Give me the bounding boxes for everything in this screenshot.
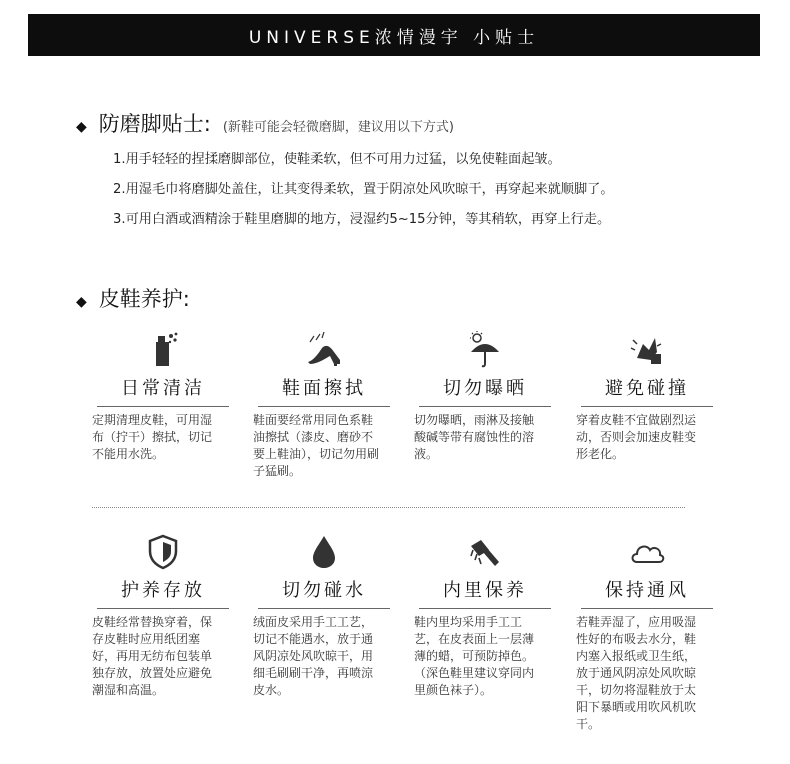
care-card-storage bbox=[88, 532, 238, 699]
care-card-surface-wipe bbox=[249, 330, 399, 480]
banner-title: UNIVERSE浓情漫宇 小贴士 bbox=[248, 27, 540, 48]
anti-rub-title: 防磨脚贴士: bbox=[98, 112, 211, 136]
care-title: 皮鞋养护: bbox=[98, 287, 190, 311]
card-description: 皮鞋经常替换穿着，保存皮鞋时应用纸团塞好，再用无纺布包装单独存放，放置处应避免潮湿和高温。 bbox=[92, 615, 213, 697]
card-heading: 保持通风 bbox=[605, 580, 689, 601]
tip-item: 3.可用白酒或酒精涂于鞋里磨脚的地方，浸湿约5~15分钟，等其稍软，再穿上行走。 bbox=[113, 212, 611, 227]
divider bbox=[97, 406, 229, 407]
divider bbox=[419, 608, 551, 609]
divider bbox=[258, 608, 390, 609]
card-heading: 鞋面擦拭 bbox=[282, 378, 366, 399]
card-description: 鞋面要经常用同色系鞋油擦拭（漆皮、磨砂不要上鞋油），切记勿用刷子猛刷。 bbox=[253, 413, 380, 478]
shield-icon bbox=[88, 532, 238, 572]
tip-item: 1.用手轻轻的捏揉磨脚部位，使鞋柔软，但不可用力过猛，以免使鞋面起皱。 bbox=[113, 152, 561, 167]
care-card-lining bbox=[410, 532, 560, 699]
divider bbox=[581, 406, 713, 407]
row-divider bbox=[92, 507, 685, 508]
care-card-daily-clean bbox=[88, 330, 238, 463]
card-heading: 日常清洁 bbox=[121, 378, 205, 399]
card-heading: 切勿碰水 bbox=[282, 580, 366, 601]
care-card-avoid-collision bbox=[572, 330, 722, 463]
care-card-ventilation bbox=[572, 532, 722, 733]
card-heading: 切勿曝晒 bbox=[443, 378, 527, 399]
care-section-title bbox=[76, 283, 190, 313]
diamond-bullet-icon: ◆ bbox=[76, 294, 87, 310]
card-description: 穿着皮鞋不宜做剧烈运动，否则会加速皮鞋变形老化。 bbox=[576, 413, 697, 461]
high-heel-icon bbox=[249, 330, 399, 370]
header-banner bbox=[28, 14, 760, 56]
water-drop-icon bbox=[249, 532, 399, 572]
card-description: 鞋内里均采用手工工艺，在皮表面上一层薄薄的蜡，可预防掉色。（深色鞋里建议穿同内里颜色袜子）。 bbox=[414, 615, 535, 697]
anti-rub-section-title bbox=[76, 108, 454, 138]
divider bbox=[258, 406, 390, 407]
card-description: 若鞋弄湿了，应用吸湿性好的布吸去水分，鞋内塞入报纸或卫生纸，放于通风阴凉处风吹晾干，切勿将湿鞋放于太阳下暴晒或用吹风机吹干。 bbox=[576, 615, 697, 731]
diamond-bullet-icon: ◆ bbox=[76, 119, 87, 135]
spray-bottle-icon bbox=[88, 330, 238, 370]
paint-brush-icon bbox=[410, 532, 560, 572]
cloud-icon bbox=[572, 532, 722, 572]
divider bbox=[97, 608, 229, 609]
divider bbox=[419, 406, 551, 407]
card-description: 切勿曝晒，雨淋及接触酸碱等带有腐蚀性的溶液。 bbox=[414, 413, 535, 461]
anti-rub-note: (新鞋可能会轻微磨脚，建议用以下方式) bbox=[222, 120, 455, 135]
sun-umbrella-icon bbox=[410, 330, 560, 370]
care-card-no-sun bbox=[410, 330, 560, 463]
card-description: 绒面皮采用手工工艺，切记不能遇水，放于通风阴凉处风吹晾干，用细毛刷刷干净，再喷涼皮水。 bbox=[253, 615, 374, 697]
card-heading: 护养存放 bbox=[121, 580, 205, 601]
card-heading: 内里保养 bbox=[443, 580, 527, 601]
tip-item: 2.用湿毛巾将磨脚处盖住，让其变得柔软，置于阴凉处风吹晾干，再穿起来就顺脚了。 bbox=[113, 182, 614, 197]
divider bbox=[581, 608, 713, 609]
care-card-no-water bbox=[249, 532, 399, 699]
anti-rub-tips bbox=[113, 150, 614, 240]
collision-icon bbox=[572, 330, 722, 370]
card-description: 定期清理皮鞋，可用湿布（拧干）擦拭，切记不能用水洗。 bbox=[92, 413, 213, 461]
card-heading: 避免碰撞 bbox=[605, 378, 689, 399]
